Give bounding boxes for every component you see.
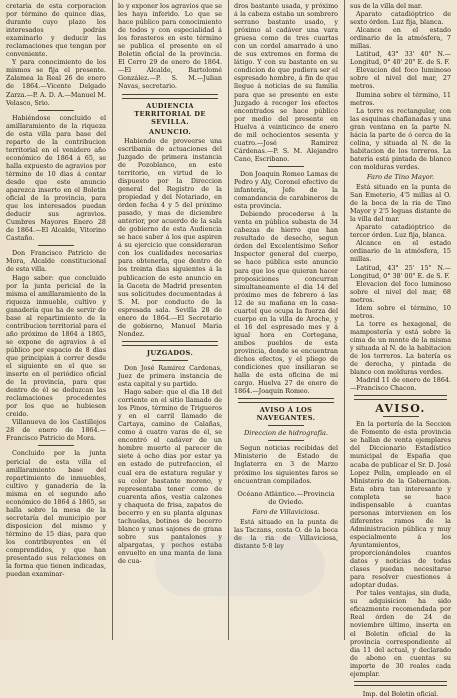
notice-villanueva-heading: Don Francisco Patricio de Mora, Alcalde constitucional de esta villa. (6, 249, 106, 274)
villaviciosa-range: Alcance en el estado ordinario de la atmósfera, 7 millas. (350, 26, 451, 51)
notice-zalamea-signature: Y para conocimiento de los mismos se fija el presente. Zalamea la Real 26 de enero de 1864.—Vicente Delgado Zarza.—P. A. D. A.—Manuel M. Velasco, Srio. (6, 58, 106, 107)
lighthouse-tino-mayor-title: Faro de Tino Mayor. (366, 172, 435, 181)
column-4 (350, 2, 451, 698)
notice-cumbres-text: Habiéndose concluido el amillaramiento de la riqueza de esta villa para base del reparto de la contribucion territorial en el venidero año económico de 1864 á 65, se halla expuesto de agravios por término de 10 dias á contar desde que este anuncio aparezca inserto en el Boletin oficial de la provincia, para que los interesados puedan deducir sus agravios. Cumbres Mayores Enero 28 de 1864.—El Alcalde, Vitorino Castaño. (6, 113, 106, 243)
section-separator (354, 395, 447, 400)
separator (38, 110, 74, 111)
section-separator (354, 681, 447, 686)
court-header: AUDIENCIA TERRITORIAL DE SEVILLA. (134, 101, 206, 126)
villaviciosa-apparatus: Aparato catadióptrico de sexto órden. Luz fija, blanca. (350, 10, 451, 27)
notice-zalamea-text: cretaria de esta corporacion por término de quince dias, durante cuyo plazo los interesados podrán examinarlo y deducir las reclamaciones que tengan por conveniente. (6, 2, 106, 59)
separator (38, 245, 74, 246)
villaviciosa-coordinates: Latitud, 43° 33' 40" N.—Longitud, 0° 40' 20" E. de S. F. (350, 50, 451, 67)
judge-notice-continued: dros bastante usada, y próximo á la cabeza estaba un sombrero serrano bastante usado, y próximo al cadáver una vara gruesa como de tres cuartas con un cordel amarrado á uno de sus extremos en forma de látigo. Y con su bastante en su condicion de que pudiera ser el espresado hombre, á fin de que llegue á noticias de su familia para que se presente en este Juzgado á recoger los efectos encontrados se hace público por medio del presente en Huelva á veinticinco de enero de mil ochocientos sesenta y cuatro.—José Ramirez Cárdenas.—P. S. M. Alejandro Cano, Escribano. (234, 2, 338, 163)
coronel-heading: Don Joaquin Romeo Lamas de Pedro y Aly, Coronel efectivo de infantería, Jefe de la comandancia de carabineros de esta provincia. (234, 169, 338, 211)
notice-title: ANUNCIO. (148, 127, 192, 136)
courts-section-title: JUZGADOS. (146, 348, 194, 357)
navigators-section-title: AVISO Á LOS NAVEGANTES. (256, 406, 316, 423)
notice-escribania-text: Habiendo de proveerse una escribanía de actuaciones del Juzgado de primera instancia de Pozoblanco, en este territorio, en virtud de lo dispuesto por la Direccion general del Registro de la propiedad y del Notariado, en órden fecha 4 y 5 del próximo pasado, y mas de diciembre anterior, por acuerdo de la sala de gobierno de esta Audiencia se hace saber á los que aspiren á su ejercicio que consideraran con los cualidades necesarias para obtenerla, que dentro de los treinta dias siguientes á la publicacion de este anuncio en la Gaceta de Madrid presenten sus solicitudes documentadas á S. M. por conducto de la espresada sala. Sevilla 28 de enero de 1864.—El Secretario de gobierno, Manuel Maria Nondez. (118, 136, 222, 338)
aviso-text-continued: Por tales ventajas, sin duda, su adquisicion ha sido eficazmente recomendada por Real órden de 24 de noviembre último, inserta en el Boletin oficial de la provincia correspondiente al dia 11 del actual, y declarado de abono en cuentas su importe de 30 reales cada ejemplar. (350, 589, 451, 678)
tino-range: Alcance en el estado ordinario de la atmósfera, 15 millas. (350, 239, 451, 264)
column-rule (344, 0, 345, 640)
auction-notice-text: Debiendo procederse á la venta en pública subasta de 34 cabezas de hierro que han resultado de desecho, segun órden del Excelentísimo Señor Inspector general del cuerpo, se hace pública este anuncio para que los que quieran hacer proposiciones concurran simultaneamente el dia 14 del próximo mes de febrero á las 12 de su mañana en la casa-cuartel que ocupa la fuerza del cuerpo en la villa de Aroche, y el 16 del espresado mes y á igual hora en Cortegana, ambos pueblos de esta provincia, donde se encuentran dichos efectos, y el pliego de condiciones que insiliaran se halla de esta oficina de mi cargo. Huelva 27 de enero de 1864.—Joaquin Romeo. (234, 210, 338, 396)
section-separator (122, 94, 218, 99)
tino-coordinates: Latitud, 43° 25' 15" N.—Longitud, 0° 38' 00" E. de S. F. (350, 263, 451, 280)
section-separator (238, 398, 334, 403)
lighthouse-villaviciosa-location: Está situado en la punta de las Taczans, costa O. de la boca de la ria de Villaviciosa, distante 5·8 ley (234, 517, 338, 550)
notice-cerro-text: Concluido por la junta pericial de esta villa el amillaramiento base del repartimiento de inmuebles, cultivo y ganadería de la misma en el segundo año económico de 1864 á 1865, se halla sobre la mesa de la secretaría del municipio por disposicion del mismo y término de 15 dias, para que los contribuyentes en él comprendidos, y que han presentado sus relaciones en la forma que tienen indicadas, puedan examinar- (6, 449, 106, 579)
ocean-province-heading: Océano Atlántico.—Provincia de Oviedo. (237, 489, 335, 506)
watermark-stamp (155, 536, 325, 596)
tino-elevation: Elevacion del foco luminoso sobre el nivel del mar, 68 metros. (350, 279, 451, 304)
separator (38, 445, 74, 446)
tino-location: Está situado en la punta de San Emeterio, 4'5 millas al O. de la boca de la ria de Tino Mayor y 2'5 leguas distante de la villa del mar. (350, 183, 451, 224)
hydrography-intro: Segun noticias recibidas del Ministerio de Estado de Inglaterra en 3 de Marzo próximo los siguientes faros se encuentran compilados. (234, 444, 338, 485)
notice-villanueva-text: Hago saber: que concluido por la junta pericial de la misma el amillaramiento de la riqueza inmueble, cultivo y ganadería que ha de servir de base al repartimiento de la contribucion territorial para el año próximo de 1864 á 1865, se expone de agravios á el público por espacio de 8 dias que principian á correr desde el siguiente en el que se inserte en el periódico oficial de la provincia, para que dentro de él se deduzcan las reclamaciones procedentes por los que se hubiesen creido. (6, 273, 106, 419)
villaviciosa-elevation: Elevacion del foco luminoso sobre el nivel del mar, 27 metros. (350, 66, 451, 91)
judge-heading: Don José Ramirez Cardenas, Juez de primera instancia de esta capital y su partido. (118, 363, 222, 389)
separator (152, 360, 188, 361)
separator (383, 416, 419, 417)
separator (268, 166, 304, 167)
notice-villanueva-signature: Villanueva de los Castillejos 28 de enero de 1864.—Francisco Patricio de Mora. (6, 418, 106, 443)
tino-height: Idem sobre el término, 10 metros. (350, 303, 451, 320)
villaviciosa-height: Ilumina sobre el término, 11 metros. (350, 90, 451, 107)
aviso-text: En la portería de la Seccion de Fomento de esta provincia se hallan de venta ejemplares del Diccionario Estadístico municipal de España que acaba de publicar el Sr. D. José Lopez Pelin, empleado en el Ministerio de la Gobernacion. Esta obra tan interesante y completa se hace indispensable á cuantas personas intervienen en los diferentes ramos de la Administracion pública y muy especialmente á los Ayuntamientos, proporcionándoles cuantos datos y noticias de todas clases puedan necesitarse para resolver cuestiones á adoptar dudas. (350, 420, 451, 590)
separator (268, 425, 304, 426)
column-rule (112, 0, 113, 640)
column-1 (6, 2, 106, 638)
villaviciosa-tower: La torre es rectangular, con las esquinas chaflanadas y una gran ventana en la parte N. hácia la parte de ó cerca de la colina, y situada al N. de la habitacion de los torreros. La batería está pintada de blanco con molduras verdes. (350, 106, 451, 171)
section-separator (122, 341, 218, 346)
separator (268, 440, 304, 441)
tino-apparatus: Aparato catadióptrico de tercer órden. Luz fija, blanca. (350, 223, 451, 240)
notice-cerro-continued: lo y exponer los agravios que se les haya inferido. Lo que se hace público para conocimiento de todos y con especialidad á los forasteros en este término se publica el presente en el Boletin oficial de la provincia. El Cerro 29 de enero de 1864.—El Alcalde, Bartolomé González.—P. S. M.—Julian Navas, secretario. (118, 2, 222, 91)
hydrography-signature: Madrid 11 de enero de 1864.—Francisco Chacon. (350, 376, 451, 393)
judge-notice-text: Hago saber: que el dia 18 del corriente en el sitio llamado de los Pinos, término de Trigueros y en el carril llamado de Cartaya, camino de Calañas, como á cuatro varas de él, se encontró el cadáver de un hombre muerto al parecer de siete á ocho dias por estar ya en estado de putrefaccion, el cual era de estatura regular y su color bastante moreno, y representaba tener como de cuarenta años, vestia calzones y chaqueta de frisa, zapatos de becerro y en su planta algunas tachuelas, botines de becerro blanco y unas sajones de grana sobre sus pantalones y alpargatas, y pechos estaba envuelto en una manta de lana de cua- (118, 388, 222, 566)
tino-tower: La torre es hexagonal, de mampostería y está sobre la cima de un monte de la misma y situada al N. de la habitacion de los torreros. La batería es de derecha, y pintada de blanco con molduras verdes. (350, 319, 451, 377)
lighthouse-villaviciosa-title: Faro de Villaviciosa. (252, 507, 320, 516)
printer-imprint: Imp. del Boletin oficial. (362, 689, 439, 698)
hydrography-subtitle: Direccion de hidrografía. (243, 429, 329, 438)
villaviciosa-location-continued: sus de la villa del mar. (350, 2, 423, 10)
aviso-title: AVISO. (375, 402, 426, 416)
